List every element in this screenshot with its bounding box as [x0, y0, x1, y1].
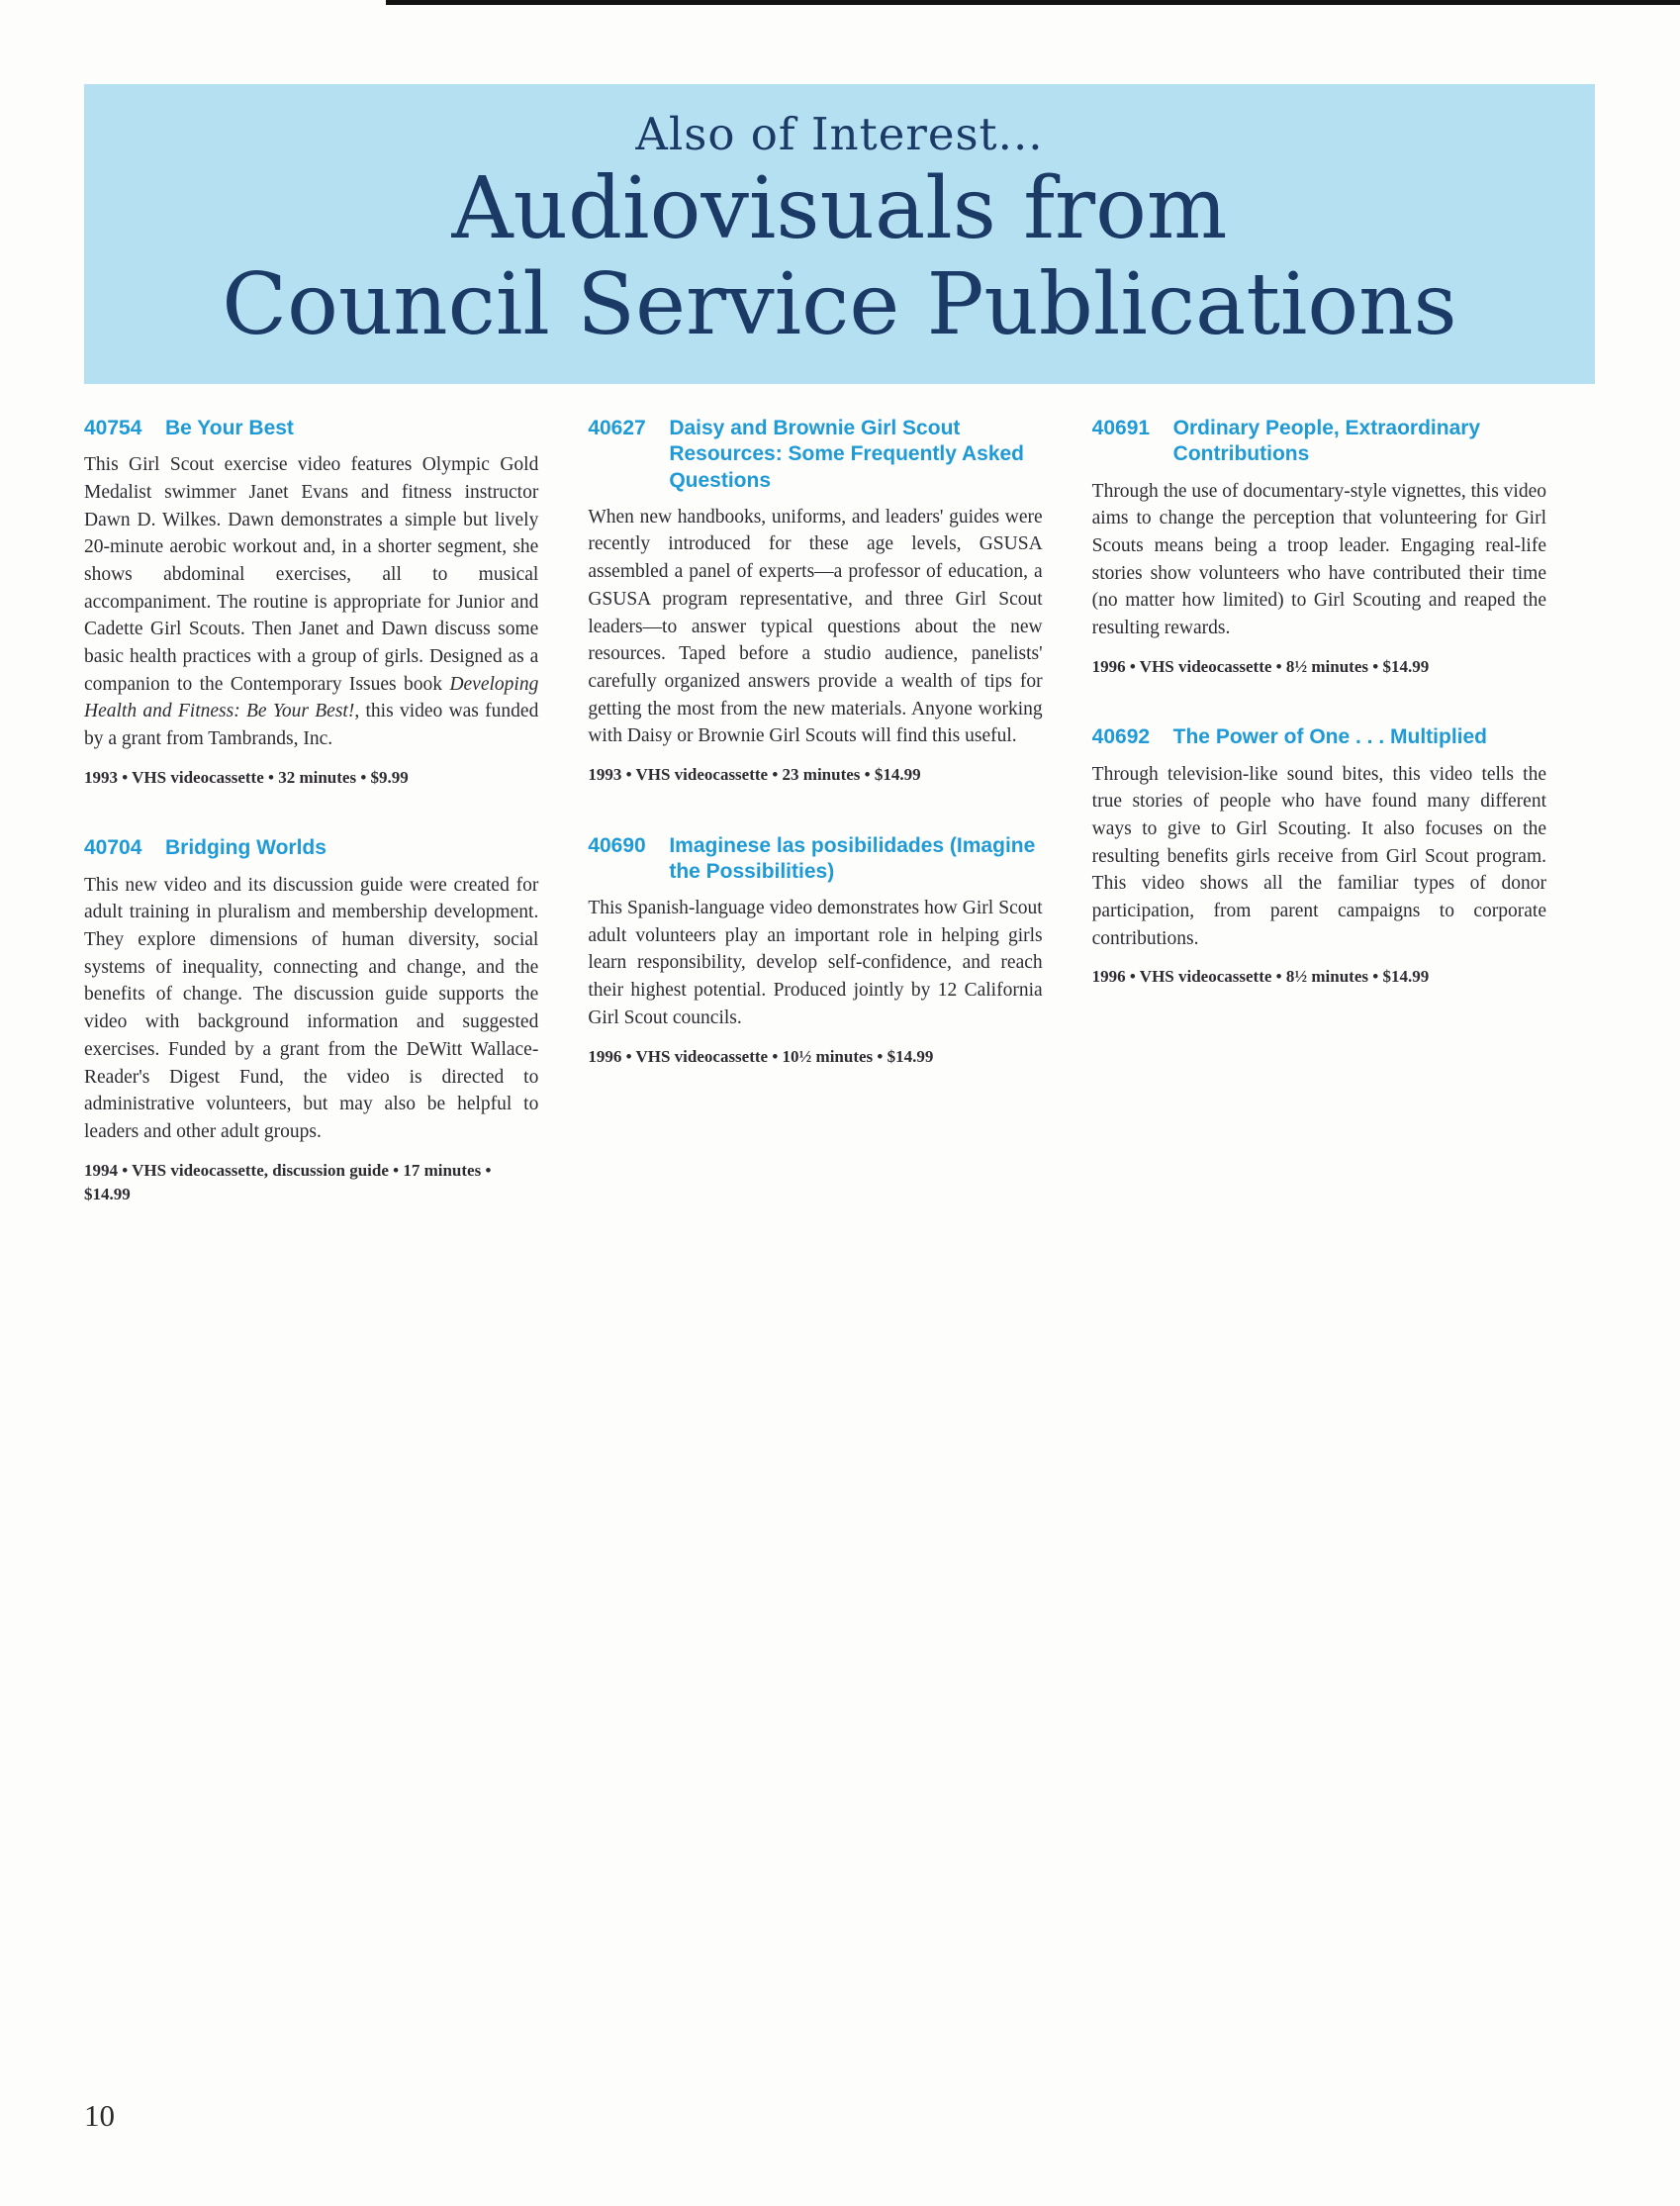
page-number: 10: [84, 2098, 115, 2133]
item-heading: [1092, 416, 1546, 468]
item-heading: [588, 833, 1042, 886]
catalog-item-40691: [1092, 416, 1546, 679]
column-3: [1092, 416, 1546, 1253]
item-heading: [588, 416, 1042, 494]
catalog-item-40627: [588, 416, 1042, 788]
banner-title-line1: Audiovisuals from: [451, 159, 1228, 258]
catalog-item-40704: [84, 835, 538, 1206]
item-code: 40704: [84, 836, 142, 860]
catalog-item-40692: [1092, 724, 1546, 990]
item-meta: 1993 • VHS videocassette • 32 minutes • $9.99: [84, 767, 409, 787]
item-description: Through television-like sound bites, this video tells the true stories of people who have found many different ways to give to Girl Scouting. It also focuses on the resulting benefits girls receive from Girl Scout program. This video shows all the familiar types of donor participation, from parent campaigns to corporate contributions.: [1091, 763, 1546, 949]
item-meta: 1996 • VHS videocassette • 10½ minutes • $14.99: [588, 1046, 934, 1066]
item-title: The Power of One . . . Multiplied: [1172, 725, 1488, 749]
item-description: When new handbooks, uniforms, and leaders' guides were recently introduced for these age levels, GSUSA assembled a panel of experts—a professor of education, a GSUSA program representative, and three Girl Scout leaders—to answer typical questions about the new resources. Taped before a studio audience, panelists' carefully organized answers provide a wealth of tips for getting the most from the new materials. Anyone working with Daisy or Brownie Girl Scouts will find this useful.: [588, 506, 1043, 747]
item-description: This new video and its discussion guide were created for adult training in pluralism and membership development. They explore dimensions of human diversity, social systems of inequality, connecting and change, and the benefits of change. The discussion guide supports the video with background information and suggested exercises. Funded by a grant from the DeWitt Wallace-Reader's Digest Fund, the video is directed to administrative volunteers, but may also be helpful to leaders and other adult groups.: [84, 874, 539, 1142]
catalog-columns: [84, 416, 1546, 1253]
top-rule: [386, 0, 1680, 5]
item-title: Imaginese las posibilidades (Imagine the Possibilities): [669, 833, 1036, 883]
column-2: [588, 416, 1042, 1253]
item-code: 40754: [84, 417, 142, 439]
item-code: 40692: [1091, 725, 1151, 749]
item-description: Through the use of documentary-style vignettes, this video aims to change the perception that volunteering for Girl Scouts means being a troop leader. Engaging real-life stories show volunteers who have contributed their time (no matter how limited) to Girl Scouting and reaped the resulting rewards.: [1091, 480, 1546, 638]
item-title: Daisy and Brownie Girl Scout Resources: Some Frequently Asked Questions: [669, 417, 1024, 492]
banner-title-line2: Council Service Publications: [222, 255, 1457, 355]
catalog-item-40690: [588, 833, 1042, 1070]
item-heading: [84, 416, 538, 441]
item-title: Ordinary People, Extraordinary Contributions: [1172, 417, 1481, 466]
banner: [84, 84, 1595, 384]
item-meta: 1996 • VHS videocassette • 8½ minutes • $14.99: [1091, 656, 1430, 676]
catalog-item-40754: [84, 416, 538, 790]
item-description: [84, 451, 538, 753]
column-1: [84, 416, 538, 1253]
item-heading: [84, 835, 538, 861]
banner-kicker: Also of Interest...: [635, 108, 1044, 160]
item-heading: [1092, 724, 1546, 750]
item-meta: 1996 • VHS videocassette • 8½ minutes • $14.99: [1091, 967, 1430, 987]
item-code: 40690: [588, 833, 646, 857]
item-description-book-title: Developing Health and Fitness: Be Your Best!: [84, 673, 539, 722]
item-description-text: This Girl Scout exercise video features Olympic Gold Medalist swimmer Janet Evans and fitness instructor Dawn D. Wilkes. Dawn demonstrates a simple but lively 20-minute aerobic workout and, in a shorter segment, she shows abdominal exercises, all to musical accompaniment. The routine is appropriate for Junior and Cadette Girl Scouts. Then Janet and Dawn discuss some basic health practices with a group of girls. Designed as a companion to the Contemporary Issues book: [84, 454, 539, 695]
item-description-text: , this video was funded by a grant from Tambrands, Inc.: [84, 701, 539, 750]
item-meta: 1993 • VHS videocassette • 23 minutes • $14.99: [588, 764, 921, 784]
item-description: This Spanish-language video demonstrates how Girl Scout adult volunteers play an important role in helping girls learn responsibility, develop self-confidence, and reach their highest potential. Produced jointly by 12 California Girl Scout councils.: [588, 898, 1043, 1028]
item-title: Bridging Worlds: [165, 836, 327, 860]
item-code: 40627: [588, 417, 646, 439]
item-code: 40691: [1091, 417, 1151, 439]
item-title: Be Your Best: [165, 417, 294, 439]
item-meta: 1994 • VHS videocassette, discussion guide • 17 minutes • $14.99: [84, 1160, 492, 1204]
